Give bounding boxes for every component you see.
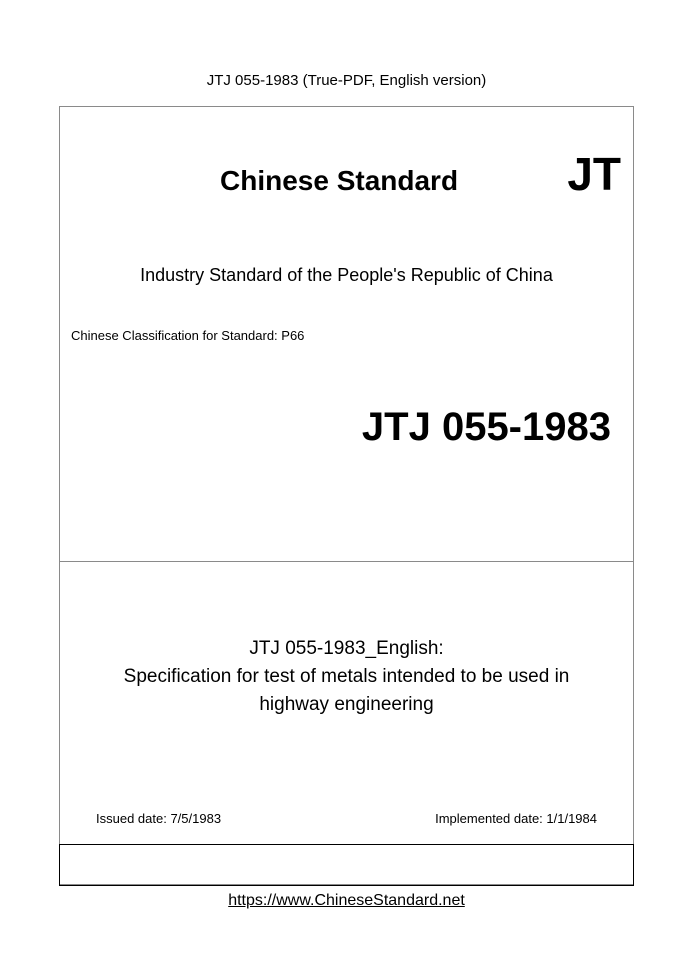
- cover-title: Chinese Standard: [220, 165, 459, 196]
- standard-code-mark: JT: [567, 148, 621, 200]
- implemented-date: Implemented date: 1/1/1984: [435, 811, 597, 826]
- cover-frame: [59, 106, 634, 885]
- website-link[interactable]: https://www.ChineseStandard.net: [228, 892, 465, 909]
- english-title: [60, 635, 633, 719]
- english-title-line: Specification for test of metals intended to be used in: [123, 666, 570, 687]
- english-title-line: JTJ 055-1983_English:: [249, 638, 444, 659]
- industry-line: Industry Standard of the People's Republic of China: [140, 265, 553, 285]
- classification-line: Chinese Classification for Standard: P66: [71, 328, 305, 343]
- english-title-line: highway engineering: [259, 694, 434, 715]
- cover-upper-section: [60, 107, 633, 562]
- standard-number: JTJ 055-1983: [361, 405, 611, 449]
- issued-date: Issued date: 7/5/1983: [96, 811, 222, 826]
- cover-middle-section: [60, 561, 633, 841]
- bottom-empty-box: [59, 844, 634, 886]
- page-header: JTJ 055-1983 (True-PDF, English version): [206, 72, 487, 89]
